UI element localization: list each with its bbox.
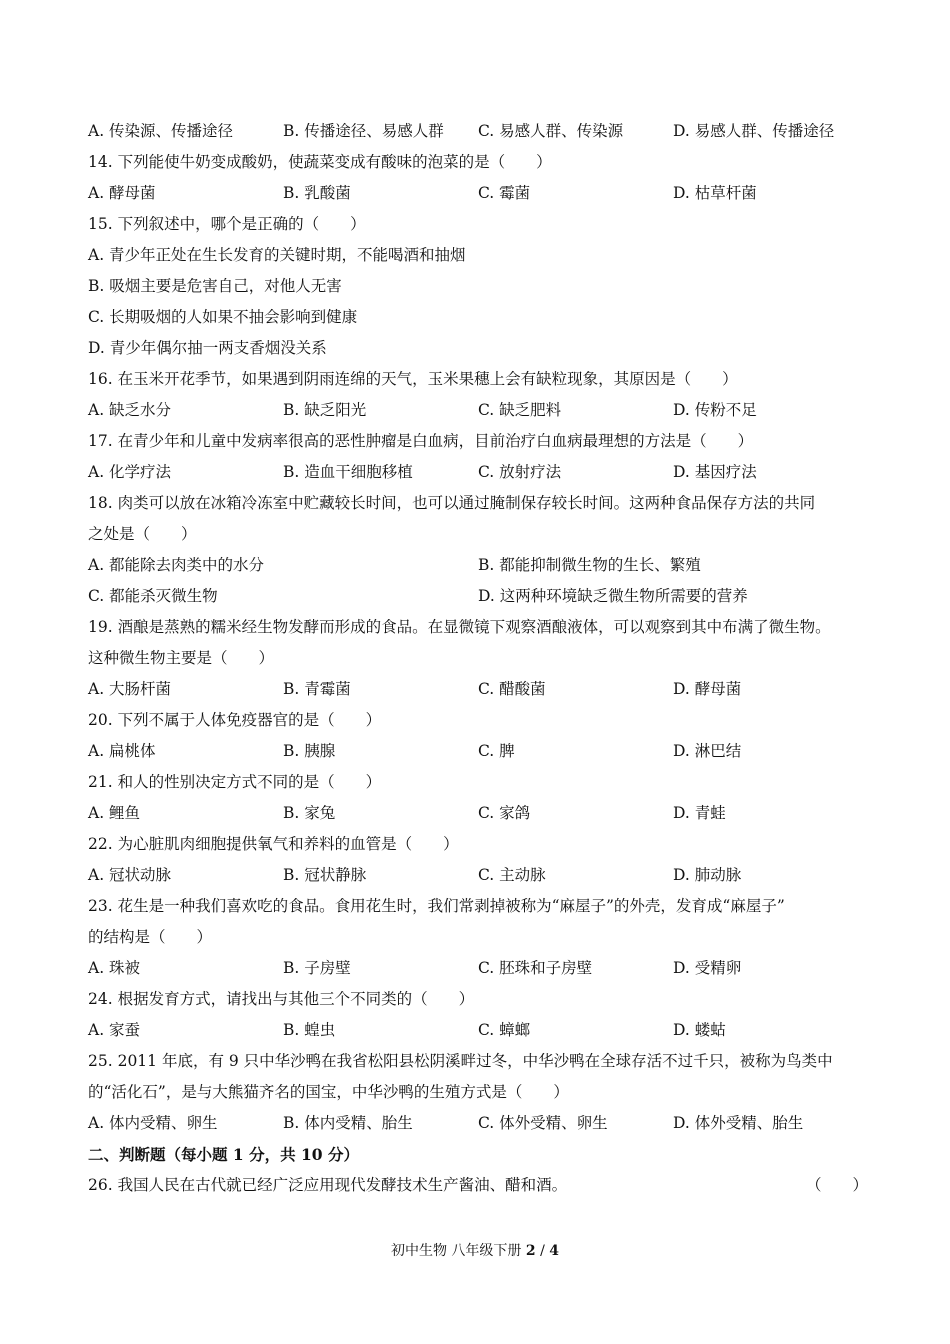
option-b: B. 子房壁 — [283, 959, 351, 977]
options-row — [88, 581, 868, 612]
option-d: D. 酵母菌 — [673, 680, 742, 698]
options-row — [88, 953, 868, 984]
option-d: D. 基因疗法 — [673, 463, 757, 481]
options-row — [88, 457, 868, 488]
options-row — [88, 178, 868, 209]
section2-heading: 二、判断题（每小题 1 分，共 10 分） — [88, 1145, 359, 1164]
footer-total-pages: 4 — [549, 1243, 560, 1259]
question-block — [88, 1046, 868, 1139]
option-c: C. 胚珠和子房壁 — [478, 959, 593, 977]
option-d: D. 蝼蛄 — [673, 1021, 726, 1039]
question-block — [88, 705, 868, 767]
options-row — [88, 550, 868, 581]
option-a: A. 青少年正处在生长发育的关键时期，不能喝酒和抽烟 — [88, 246, 466, 264]
option-c: C. 家鸽 — [478, 804, 531, 822]
options-row — [88, 1108, 868, 1139]
options-row — [88, 860, 868, 891]
exam-content — [88, 116, 868, 1201]
q13-option-c: C. 易感人群、传染源 — [478, 122, 624, 140]
q13-option-a: A. 传染源、传播途径 — [88, 122, 234, 140]
options-row — [88, 736, 868, 767]
option-b: B. 体内受精、胎生 — [283, 1114, 413, 1132]
question-stem-line: 21. 和人的性别决定方式不同的是（ ） — [88, 773, 382, 791]
question-26 — [88, 1170, 868, 1201]
option-d: D. 淋巴结 — [673, 742, 742, 760]
option-a: A. 冠状动脉 — [88, 866, 172, 884]
option-b: B. 造血干细胞移植 — [283, 463, 413, 481]
question-stem-line: 17. 在青少年和儿童中发病率很高的恶性肿瘤是白血病，目前治疗白血病最理想的方法是（ ） — [88, 432, 754, 450]
question-stem-line: 18. 肉类可以放在冰箱冷冻室中贮藏较长时间，也可以通过腌制保存较长时间。这两种食品保存方法的共同 — [88, 494, 816, 512]
question-stem-line: 19. 酒酿是蒸熟的糯米经生物发酵而形成的食品。在显微镜下观察酒酿液体，可以观察到其中布满了微生物。 — [88, 618, 831, 636]
option-a: A. 大肠杆菌 — [88, 680, 172, 698]
option-d: D. 青少年偶尔抽一两支香烟没关系 — [88, 339, 327, 357]
options-row — [88, 395, 868, 426]
option-b: B. 都能抑制微生物的生长、繁殖 — [478, 556, 701, 574]
q13-option-d: D. 易感人群、传播途径 — [673, 122, 835, 140]
option-d: D. 这两种环境缺乏微生物所需要的营养 — [478, 587, 748, 605]
option-a: A. 酵母菌 — [88, 184, 156, 202]
question-stem-line: 之处是（ ） — [88, 525, 197, 543]
question-stem-line: 14. 下列能使牛奶变成酸奶，使蔬菜变成有酸味的泡菜的是（ ） — [88, 153, 552, 171]
option-a: A. 体内受精、卵生 — [88, 1114, 218, 1132]
option-b: B. 青霉菌 — [283, 680, 351, 698]
option-c: C. 长期吸烟的人如果不抽会影响到健康 — [88, 308, 358, 326]
options-row — [88, 674, 868, 705]
option-b: B. 吸烟主要是危害自己，对他人无害 — [88, 277, 342, 295]
question-block — [88, 767, 868, 829]
option-d: D. 传粉不足 — [673, 401, 757, 419]
option-b: B. 缺乏阳光 — [283, 401, 367, 419]
question-stem-line: 15. 下列叙述中，哪个是正确的（ ） — [88, 215, 366, 233]
option-d: D. 肺动脉 — [673, 866, 742, 884]
option-c: C. 蟑螂 — [478, 1021, 531, 1039]
q13-options — [88, 116, 868, 147]
option-a: A. 缺乏水分 — [88, 401, 172, 419]
page-footer — [0, 1240, 950, 1260]
option-b: B. 蝗虫 — [283, 1021, 336, 1039]
option-c: C. 缺乏肥料 — [478, 401, 562, 419]
question-stem-line: 20. 下列不属于人体免疫器官的是（ ） — [88, 711, 382, 729]
option-d: D. 青蛙 — [673, 804, 726, 822]
q26-answer-blank[interactable]: （ ） — [805, 1176, 868, 1194]
option-c: C. 醋酸菌 — [478, 680, 546, 698]
footer-label: 初中生物 八年级下册 — [390, 1243, 522, 1259]
question-block — [88, 364, 868, 426]
question-block — [88, 426, 868, 488]
q13-option-b: B. 传播途径、易感人群 — [283, 122, 444, 140]
options-row — [88, 798, 868, 829]
option-d: D. 体外受精、胎生 — [673, 1114, 804, 1132]
question-stem-line: 24. 根据发育方式，请找出与其他三个不同类的（ ） — [88, 990, 475, 1008]
option-a: A. 珠被 — [88, 959, 141, 977]
options-row — [88, 1015, 868, 1046]
option-c: C. 都能杀灭微生物 — [88, 587, 218, 605]
q26-text: 26. 我国人民在古代就已经广泛应用现代发酵技术生产酱油、醋和酒。 — [88, 1176, 568, 1194]
question-block — [88, 488, 868, 612]
option-c: C. 放射疗法 — [478, 463, 562, 481]
question-stem-line: 23. 花生是一种我们喜欢吃的食品。食用花生时，我们常剥掉被称为“麻屋子”的外壳，发育成“麻屋子” — [88, 897, 785, 915]
question-stem-line: 16. 在玉米开花季节，如果遇到阴雨连绵的天气，玉米果穗上会有缺粒现象，其原因是（ ） — [88, 370, 738, 388]
question-block — [88, 209, 868, 364]
question-block — [88, 984, 868, 1046]
option-d: D. 枯草杆菌 — [673, 184, 757, 202]
question-block — [88, 891, 868, 984]
option-a: A. 家蚕 — [88, 1021, 141, 1039]
option-a: A. 扁桃体 — [88, 742, 156, 760]
option-c: C. 体外受精、卵生 — [478, 1114, 608, 1132]
option-b: B. 乳酸菌 — [283, 184, 351, 202]
footer-current-page: 2 — [525, 1243, 536, 1259]
option-b: B. 冠状静脉 — [283, 866, 367, 884]
option-a: A. 化学疗法 — [88, 463, 172, 481]
option-c: C. 脾 — [478, 742, 515, 760]
option-a: A. 鲤鱼 — [88, 804, 141, 822]
question-stem-line: 的“活化石”，是与大熊猫齐名的国宝，中华沙鸭的生殖方式是（ ） — [88, 1083, 569, 1101]
option-b: B. 家兔 — [283, 804, 336, 822]
question-stem-line: 22. 为心脏肌肉细胞提供氧气和养料的血管是（ ） — [88, 835, 459, 853]
option-c: C. 主动脉 — [478, 866, 546, 884]
question-block — [88, 147, 868, 209]
option-d: D. 受精卵 — [673, 959, 742, 977]
footer-separator: / — [535, 1243, 550, 1259]
question-stem-line: 25. 2011 年底，有 9 只中华沙鸭在我省松阳县松阴溪畔过冬，中华沙鸭在全球存活不过千只，被称为鸟类中 — [88, 1052, 833, 1070]
question-block — [88, 829, 868, 891]
question-stem-line: 这种微生物主要是（ ） — [88, 649, 275, 667]
question-list — [88, 147, 868, 1139]
option-c: C. 霉菌 — [478, 184, 531, 202]
option-b: B. 胰腺 — [283, 742, 336, 760]
question-block — [88, 612, 868, 705]
question-stem-line: 的结构是（ ） — [88, 928, 213, 946]
option-a: A. 都能除去肉类中的水分 — [88, 556, 265, 574]
